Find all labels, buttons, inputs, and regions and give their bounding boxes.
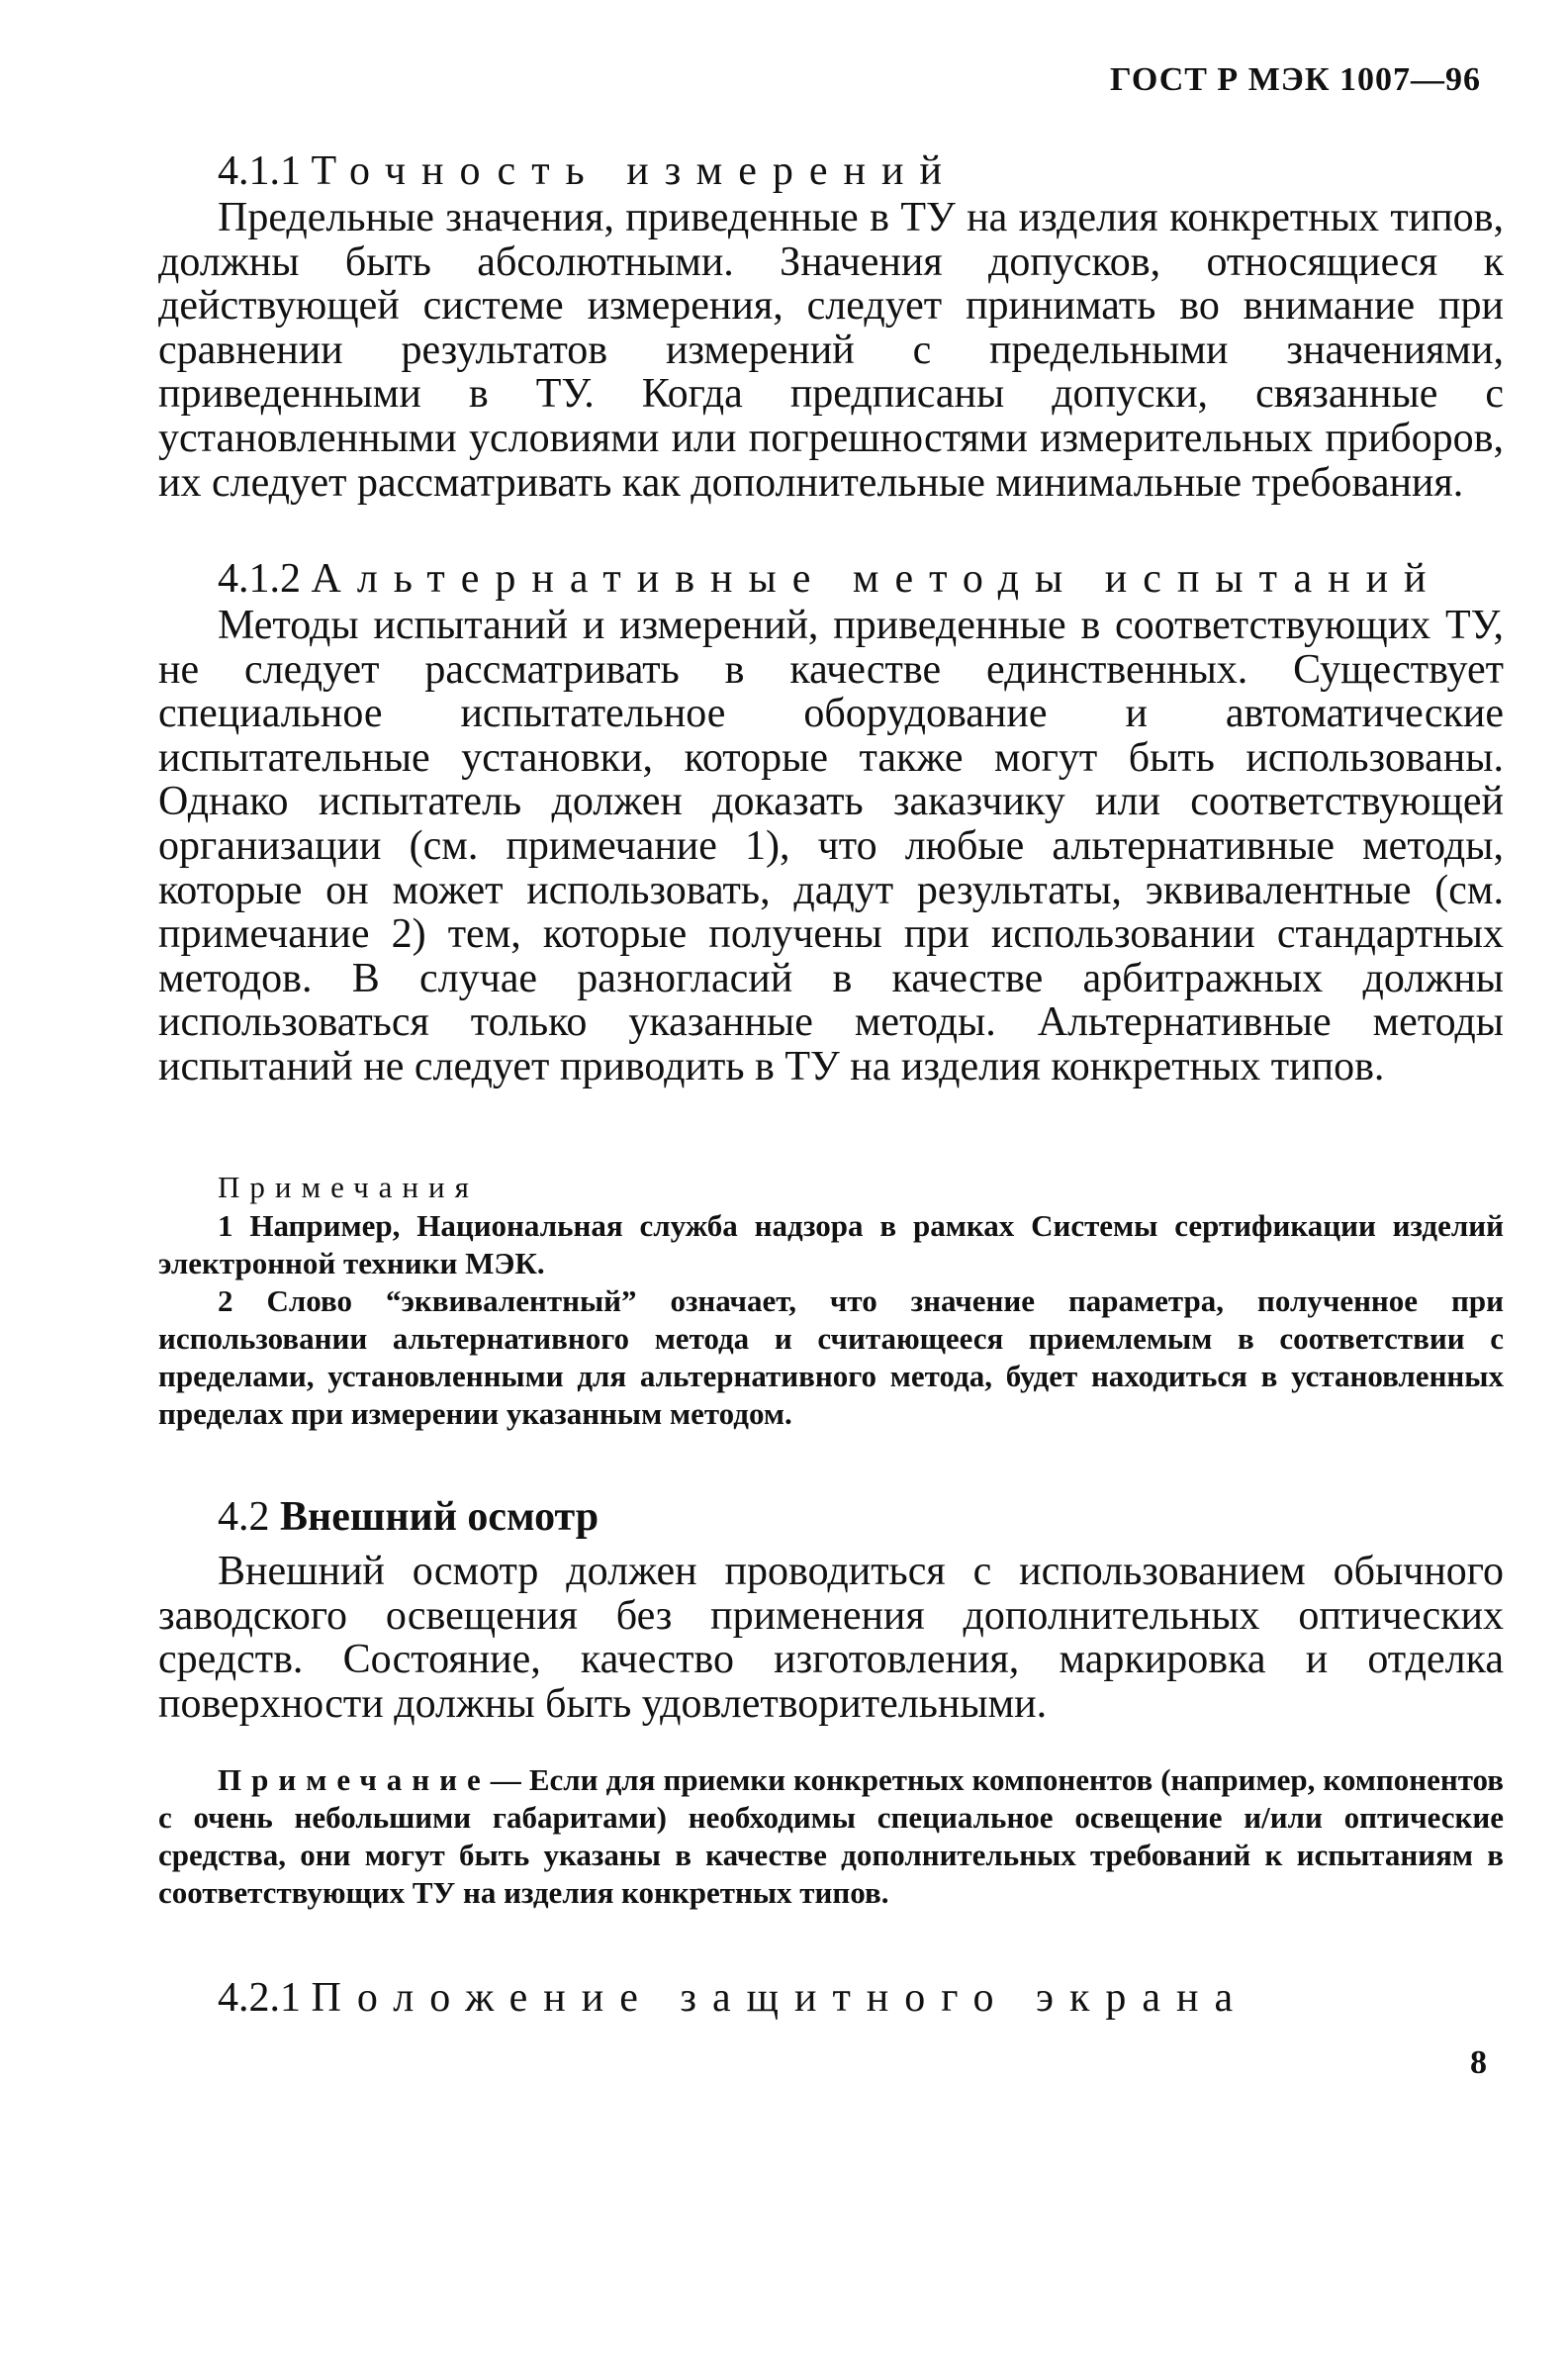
note-text: — Если для приемки конкретных компонентов (например, компонентов с очень небольшими габаритами) необходимы специальное освещение и/или оптические средства, они могут быть указаны в качестве дополнительных требований к испытаниям в соответствующих ТУ на изделия конкретных типов.: [158, 1762, 1504, 1911]
section-number: 4.1.1: [218, 148, 301, 194]
section-text: Методы испытаний и измерений, приведенные в соответствующих ТУ, не следует рассматривать в качестве единственных. Существует специальное испытательное оборудование и автоматические испытательные установки, которые также могут быть использованы. Однако испытатель должен доказать заказчику или соответствующей организации (см. примечание 1), что любые альтернативные методы, которые он может использовать, дадут результаты, эквивалентные (см. примечание 2) тем, которые получены при использовании стандартных методов. В случае разногласий в качестве арбитражных должны использоваться только указанные методы. Альтернативные методы испытаний не следует приводить в ТУ на изделия конкретных типов.: [158, 603, 1504, 1089]
section-number: 4.2.1: [218, 1975, 301, 2021]
notes-block: [158, 1168, 1504, 1433]
section-title: Внешний осмотр: [280, 1494, 600, 1540]
notes-title: Примечания: [218, 1170, 479, 1204]
section-heading: [158, 554, 1504, 604]
note-item-2: 2 Слово “эквивалентный” означает, что значение параметра, полученное при использовании альтернативного метода и считающееся приемлемым в соответствии с пределами, установленными для альтернативного метода, будет находиться в установленных пределах при измерении указанным методом.: [158, 1283, 1504, 1431]
section-title: Альтернативные методы испытаний: [311, 556, 1442, 602]
section-4-2-1: [158, 1973, 1504, 2023]
section-heading: [158, 1973, 1504, 2023]
section-title: Точность измерений: [311, 148, 958, 194]
section-4-1-2: [158, 554, 1504, 1089]
note-item-1: 1 Например, Национальная служба надзора в рамках Системы сертификации изделий электронной техники МЭК.: [158, 1208, 1504, 1280]
section-4-1-1: [158, 146, 1504, 505]
section-text: Предельные значения, приведенные в ТУ на изделия конкретных типов, должны быть абсолютными. Значения допусков, относящиеся к действующей системе измерения, следует принимать во внимание при сравнении результатов измерений с предельными значениями, приведенными в ТУ. Когда предписаны допуски, связанные с установленными условиями или погрешностями измерительных приборов, их следует рассматривать как дополнительные минимальные требования.: [158, 195, 1504, 506]
section-note: [158, 1761, 1504, 1912]
section-number: 4.2: [218, 1494, 270, 1540]
note-label: Примечание: [218, 1762, 491, 1798]
section-text: Внешний осмотр должен проводиться с использованием обычного заводского освещения без применения дополнительных оптических средств. Состояние, качество изготовления, маркировка и отделка поверхности должны быть удовлетворительными.: [158, 1549, 1504, 1727]
section-4-2: [158, 1492, 1504, 1912]
document-header: ГОСТ Р МЭК 1007—96: [1110, 61, 1481, 98]
section-heading: [158, 1492, 1504, 1542]
page-number: 8: [1470, 2044, 1487, 2081]
section-title: Положение защитного экрана: [311, 1975, 1249, 2021]
section-heading: [158, 146, 1504, 196]
section-number: 4.1.2: [218, 556, 301, 602]
